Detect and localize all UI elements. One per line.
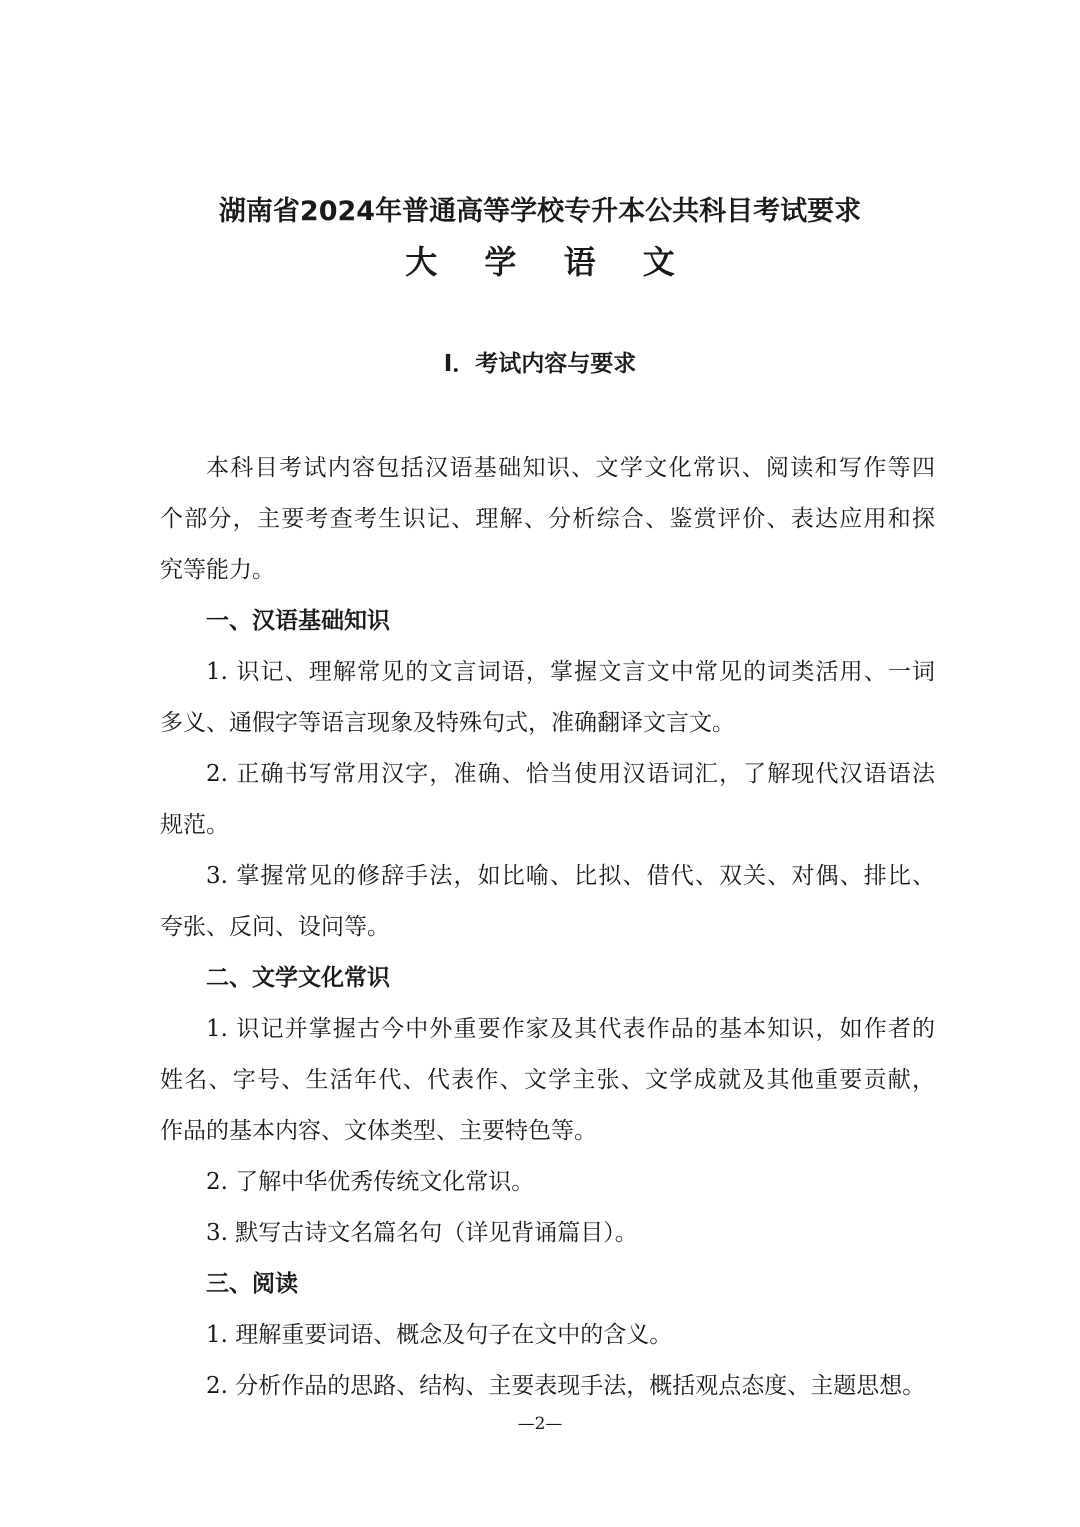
paragraph-line: 究等能力。: [160, 557, 275, 583]
paragraph-line: 规范。: [160, 812, 229, 838]
paragraph-line: 姓名、字号、生活年代、代表作、文学主张、文学成就及其他重要贡献，: [160, 1067, 935, 1093]
paragraph-line: 多义、通假字等语言现象及特殊句式，准确翻译文言文。: [160, 710, 735, 736]
paragraph-line: 个部分，主要考查考生识记、理解、分析综合、鉴赏评价、表达应用和探: [160, 506, 935, 532]
paragraph-line: 2. 正确书写常用汉字，准确、恰当使用汉语词汇，了解现代汉语语法: [206, 761, 935, 787]
document-body: [160, 443, 935, 1412]
paragraph-line: 1. 识记并掌握古今中外重要作家及其代表作品的基本知识，如作者的: [206, 1016, 935, 1042]
paragraph-line: 2. 分析作品的思路、结构、主要表现手法，概括观点态度、主题思想。: [206, 1373, 926, 1399]
paragraph-line: 作品的基本内容、文体类型、主要特色等。: [160, 1118, 597, 1144]
paragraph-line: 夸张、反问、设问等。: [160, 914, 390, 940]
heading-chinese-basics: 一、汉语基础知识: [206, 608, 390, 634]
paragraph-line: 3. 默写古诗文名篇名句（详见背诵篇目）。: [206, 1220, 638, 1246]
paragraph-line: 1. 理解重要词语、概念及句子在文中的含义。: [206, 1322, 673, 1348]
paragraph-line: 2. 了解中华优秀传统文化常识。: [206, 1169, 535, 1195]
heading-reading: 三、阅读: [206, 1271, 298, 1297]
section-title: Ⅰ．考试内容与要求: [443, 351, 637, 377]
page-number: —2—: [517, 1414, 563, 1434]
paragraph-line: 本科目考试内容包括汉语基础知识、文学文化常识、阅读和写作等四: [206, 455, 935, 481]
paragraph-line: 3. 掌握常见的修辞手法，如比喻、比拟、借代、双关、对偶、排比、: [206, 863, 935, 889]
paragraph-line: 1. 识记、理解常见的文言词语，掌握文言文中常见的词类活用、一词: [206, 659, 935, 685]
heading-literature-culture: 二、文学文化常识: [206, 965, 390, 991]
document-title: 湖南省2024年普通高等学校专升本公共科目考试要求: [218, 196, 862, 227]
document-subtitle: 大 学 语 文: [405, 243, 693, 281]
